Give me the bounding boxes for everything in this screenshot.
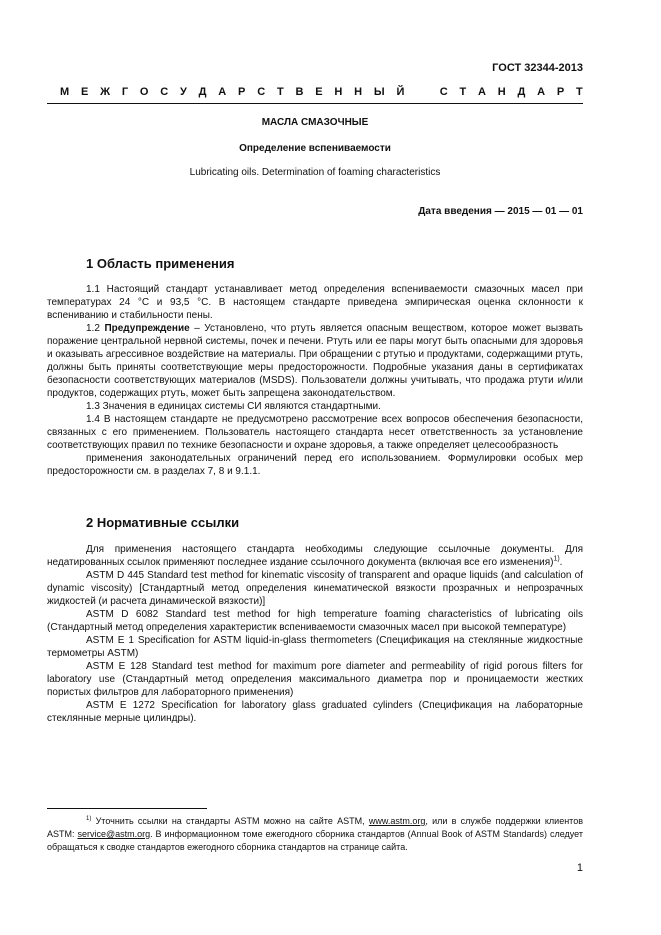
paragraph-1-4: 1.4 В настоящем стандарте не предусмотрено рассмотрение всех вопросов обеспечения безопасности, связанных с его применением. Пользователь настоящего стандарта несет ответственность за установление соответствующих правил по технике безопасности и охране здоровья, а также определяет целесообразность <box>47 414 583 451</box>
paragraph-1-1: 1.1 Настоящий стандарт устанавливает метод определения вспениваемости смазочных масел при температурах 24 °С и 93,5 °С. В настоящем стандарте приведена эмпирическая оценка склонности к вспениванию и стабильности пены. <box>47 284 583 321</box>
astm-website-link[interactable]: www.astm.org <box>368 816 426 826</box>
banner-letter: А <box>218 86 227 98</box>
intro-end: . <box>559 557 563 568</box>
banner-letter: Д <box>517 86 526 98</box>
banner-letter: М <box>60 86 70 98</box>
footnote-ref[interactable]: 1) <box>553 555 560 563</box>
document-title: МАСЛА СМАЗОЧНЫЕ <box>261 117 369 128</box>
section-1-heading: 1 Область применения <box>86 256 235 271</box>
reference-item: ASTM E 128 Standard test method for maximum pore diameter and permeability of rigid porous filters for laboratory use (Стандартный метод определения максимального диаметра пор и проницаемости жестких пористых фильтров для лабораторного применения) <box>47 661 583 698</box>
footnote-rule <box>47 808 207 809</box>
reference-item: ASTM E 1272 Specification for laboratory glass graduated cylinders (Спецификация на лабораторные стеклянные мерные цилиндры). <box>47 700 583 724</box>
paragraph-1-2 <box>47 322 583 400</box>
paragraph-number: 1.2 <box>86 323 105 334</box>
banner-letter: Г <box>121 86 129 98</box>
warning-text: – Установлено, что ртуть является опасным веществом, которое может вызвать поражение центральной нервной системы, почек и печени. Ртуть или ее пары могут быть опасными для здоровья и оказывать агрессивное воздействие на материалы. При обращении с ртутью и продуктами, содержащими ртуть, должны быть приняты соответствующие меры предосторожности. Подробные указания даны в сертификатах безопасности соответствующих материалов (MSDS). Пользователи должны учитывать, что продажа ртути и/или продуктов, содержащих ртуть, может быть запрещена законодательством. <box>47 323 584 399</box>
banner-letter: Д <box>198 86 207 98</box>
banner-letter: О <box>139 86 149 98</box>
references-intro <box>47 543 583 569</box>
header-rule <box>47 103 583 104</box>
banner-letter: В <box>295 86 304 98</box>
astm-email-link[interactable]: service@astm.org <box>77 829 151 839</box>
banner-letter: Р <box>238 86 246 98</box>
interstate-standard-banner <box>60 86 583 98</box>
banner-letter: У <box>180 86 187 98</box>
footnote-text: . В информационном томе ежегодного сборника стандартов (Annual Book of ASTM Standards) следует обращаться к сводке стандартов ежегодного сборника стандартов на странице сайта. <box>47 829 583 852</box>
footnote <box>47 815 583 854</box>
paragraph-1-4-cont: применения законодательных ограничений перед его использованием. Формулировки особых мер предосторожности см. в разделах 7, 8 и 9.1.1. <box>47 453 583 477</box>
banner-letter: А <box>478 86 486 98</box>
banner-letter: Н <box>497 86 506 98</box>
banner-letter: Т <box>459 86 467 98</box>
paragraph-1-3: 1.3 Значения в единицах системы СИ являются стандартными. <box>86 401 381 412</box>
footnote-text: Уточнить ссылки на стандарты ASTM можно на сайте ASTM, <box>91 816 369 826</box>
document-subtitle: Определение вспениваемости <box>239 143 391 154</box>
banner-letter: С <box>439 86 448 98</box>
banner-letter: С <box>257 86 266 98</box>
warning-label: Предупреждение <box>104 323 190 334</box>
banner-letter: Н <box>354 86 363 98</box>
banner-letter: Т <box>276 86 284 98</box>
banner-letter: Ы <box>373 86 385 98</box>
standard-code: ГОСТ 32344-2013 <box>492 62 583 74</box>
banner-letter: А <box>537 86 546 98</box>
section-2-heading: 2 Нормативные ссылки <box>86 515 240 530</box>
effective-date: Дата введения — 2015 — 01 — 01 <box>418 206 583 217</box>
banner-letter: Н <box>334 86 343 98</box>
section-1-body <box>47 283 583 478</box>
banner-letter: Т <box>576 86 583 98</box>
reference-item: ASTM D 445 Standard test method for kinematic viscosity of transparent and opaque liquids (and calculation of dynamic viscosity) [Стандартный метод определения кинематической вязкости прозрачных и непрозрачных жидкостей (и расчета динамической вязкости)] <box>47 570 583 607</box>
reference-item: ASTM D 6082 Standard test method for high temperature foaming characteristics of lubricating oils (Стандартный метод определения характеристик вспениваемости смазочных масел при высокой температуре) <box>47 609 583 633</box>
banner-letter: Й <box>396 86 405 98</box>
banner-letter: Ж <box>100 86 111 98</box>
page-number: 1 <box>576 862 583 874</box>
banner-letter: Е <box>80 86 89 98</box>
section-2-body <box>47 543 583 725</box>
reference-item: ASTM E 1 Specification for ASTM liquid-in-glass thermometers (Спецификация на стеклянные жидкостные термометры ASTM) <box>47 635 583 659</box>
banner-letter: Р <box>556 86 565 98</box>
banner-letter: С <box>160 86 169 98</box>
footnote-mark: 1) <box>86 816 92 822</box>
banner-letter: Е <box>315 86 323 98</box>
english-title: Lubricating oils. Determination of foaming characteristics <box>189 167 441 178</box>
footnote-text: , или в службе поддержки клиентов ASTM: <box>47 816 583 839</box>
intro-text: Для применения настоящего стандарта необходимы следующие ссылочные документы. Для недатированных ссылок применяют последнее издание ссылочного документа (включая все его изменения) <box>47 544 583 568</box>
